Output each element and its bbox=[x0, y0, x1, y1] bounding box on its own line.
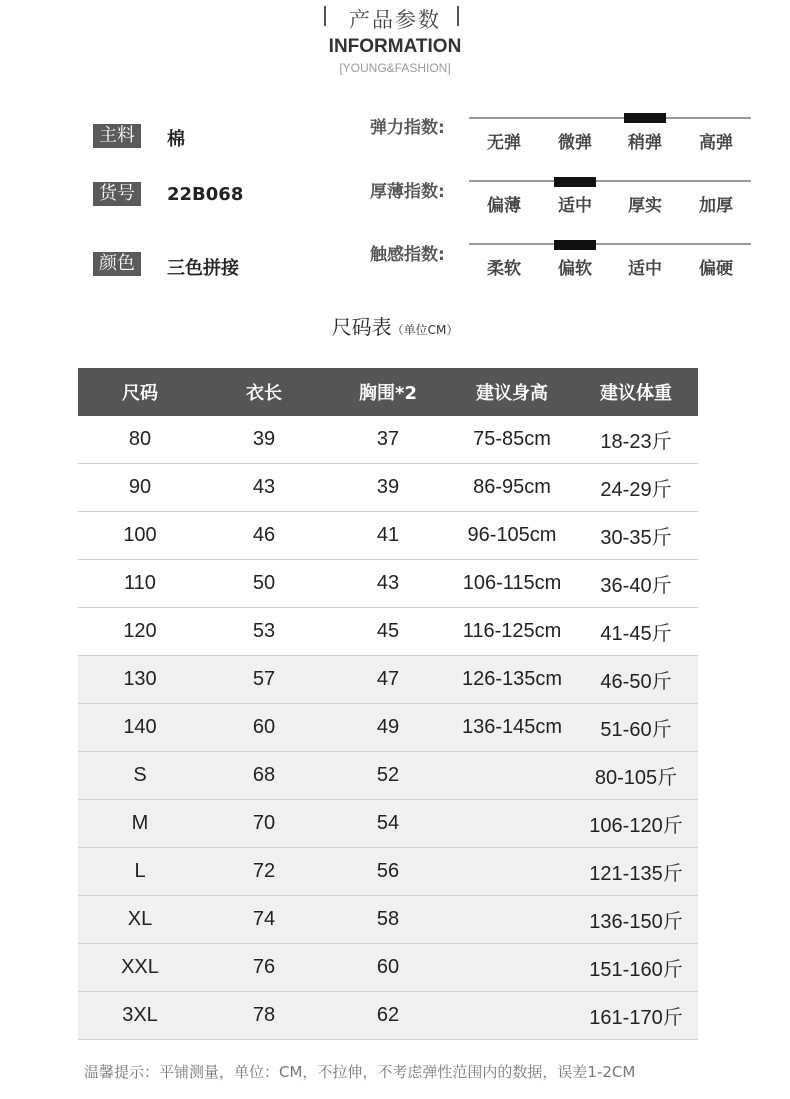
cell-weight: 18-23斤 bbox=[574, 416, 698, 464]
cell-weight: 41-45斤 bbox=[574, 608, 698, 656]
table-row bbox=[78, 896, 698, 944]
table-row bbox=[78, 752, 698, 800]
cell-height bbox=[450, 752, 574, 800]
elasticity-option: 稍弹 bbox=[628, 133, 662, 153]
thickness-option: 加厚 bbox=[699, 196, 733, 216]
size-table-title: 尺码表 bbox=[331, 315, 392, 339]
header-size: 尺码 bbox=[78, 368, 202, 416]
elasticity-option: 高弹 bbox=[699, 133, 733, 153]
header-height: 建议身高 bbox=[450, 368, 574, 416]
cell-chest: 43 bbox=[326, 560, 450, 608]
cell-length: 53 bbox=[202, 608, 326, 656]
cell-weight: 80-105斤 bbox=[574, 752, 698, 800]
cell-size: S bbox=[78, 752, 202, 800]
elasticity-index-label: 弹力指数: bbox=[370, 118, 445, 138]
color-value: 三色拼接 bbox=[167, 258, 239, 279]
color-tag: 颜色 bbox=[93, 252, 141, 276]
material-value: 棉 bbox=[167, 129, 185, 150]
touch-option: 适中 bbox=[628, 259, 662, 279]
cell-length: 57 bbox=[202, 656, 326, 704]
elasticity-option: 微弹 bbox=[558, 133, 592, 153]
cell-weight: 106-120斤 bbox=[574, 800, 698, 848]
elasticity-selected-marker bbox=[624, 113, 666, 123]
thickness-index-label: 厚薄指数: bbox=[370, 182, 445, 202]
cell-size: 120 bbox=[78, 608, 202, 656]
cell-chest: 52 bbox=[326, 752, 450, 800]
cell-weight: 121-135斤 bbox=[574, 848, 698, 896]
page-title-english: INFORMATION bbox=[328, 36, 462, 57]
cell-chest: 45 bbox=[326, 608, 450, 656]
thickness-option: 厚实 bbox=[628, 196, 662, 216]
touch-option: 偏硬 bbox=[699, 259, 733, 279]
cell-chest: 56 bbox=[326, 848, 450, 896]
cell-height: 106-115cm bbox=[450, 560, 574, 608]
cell-weight: 51-60斤 bbox=[574, 704, 698, 752]
cell-length: 78 bbox=[202, 992, 326, 1040]
cell-height bbox=[450, 944, 574, 992]
touch-option: 柔软 bbox=[487, 259, 521, 279]
cell-weight: 24-29斤 bbox=[574, 464, 698, 512]
cell-height bbox=[450, 848, 574, 896]
cell-height: 96-105cm bbox=[450, 512, 574, 560]
table-row bbox=[78, 848, 698, 896]
table-row bbox=[78, 704, 698, 752]
cell-length: 60 bbox=[202, 704, 326, 752]
material-tag: 主料 bbox=[93, 124, 141, 148]
cell-weight: 46-50斤 bbox=[574, 656, 698, 704]
cell-chest: 39 bbox=[326, 464, 450, 512]
cell-size: 110 bbox=[78, 560, 202, 608]
cell-height: 116-125cm bbox=[450, 608, 574, 656]
header-chest: 胸围*2 bbox=[326, 368, 450, 416]
table-row bbox=[78, 416, 698, 464]
elasticity-option: 无弹 bbox=[487, 133, 521, 153]
cell-length: 50 bbox=[202, 560, 326, 608]
cell-size: 140 bbox=[78, 704, 202, 752]
cell-size: 130 bbox=[78, 656, 202, 704]
cell-size: XL bbox=[78, 896, 202, 944]
cell-length: 72 bbox=[202, 848, 326, 896]
touch-option: 偏软 bbox=[558, 259, 592, 279]
cell-chest: 62 bbox=[326, 992, 450, 1040]
cell-size: 90 bbox=[78, 464, 202, 512]
cell-chest: 54 bbox=[326, 800, 450, 848]
cell-size: 3XL bbox=[78, 992, 202, 1040]
thickness-selected-marker bbox=[554, 177, 596, 187]
cell-chest: 41 bbox=[326, 512, 450, 560]
cell-chest: 47 bbox=[326, 656, 450, 704]
header-weight: 建议体重 bbox=[574, 368, 698, 416]
cell-weight: 30-35斤 bbox=[574, 512, 698, 560]
elasticity-scale-line bbox=[469, 117, 751, 119]
touch-selected-marker bbox=[554, 240, 596, 250]
item-number-tag: 货号 bbox=[93, 182, 141, 206]
cell-length: 74 bbox=[202, 896, 326, 944]
table-row bbox=[78, 608, 698, 656]
cell-height: 75-85cm bbox=[450, 416, 574, 464]
table-row bbox=[78, 800, 698, 848]
cell-chest: 58 bbox=[326, 896, 450, 944]
cell-weight: 36-40斤 bbox=[574, 560, 698, 608]
table-row bbox=[78, 656, 698, 704]
cell-chest: 60 bbox=[326, 944, 450, 992]
cell-size: 100 bbox=[78, 512, 202, 560]
cell-height: 86-95cm bbox=[450, 464, 574, 512]
header-length: 衣长 bbox=[202, 368, 326, 416]
table-row bbox=[78, 512, 698, 560]
cell-length: 43 bbox=[202, 464, 326, 512]
cell-length: 76 bbox=[202, 944, 326, 992]
measurement-note: 温馨提示：平铺测量，单位：CM，不拉伸，不考虑弹性范围内的数据，误差1-2CM bbox=[84, 1063, 636, 1081]
table-row bbox=[78, 464, 698, 512]
cell-chest: 37 bbox=[326, 416, 450, 464]
size-table bbox=[78, 368, 698, 1040]
cell-height: 136-145cm bbox=[450, 704, 574, 752]
table-row bbox=[78, 992, 698, 1040]
cell-height bbox=[450, 896, 574, 944]
thickness-scale-line bbox=[469, 180, 751, 182]
cell-length: 68 bbox=[202, 752, 326, 800]
cell-length: 39 bbox=[202, 416, 326, 464]
table-row bbox=[78, 944, 698, 992]
cell-size: 80 bbox=[78, 416, 202, 464]
cell-length: 46 bbox=[202, 512, 326, 560]
cell-chest: 49 bbox=[326, 704, 450, 752]
cell-size: L bbox=[78, 848, 202, 896]
cell-weight: 161-170斤 bbox=[574, 992, 698, 1040]
item-number-value: 22B068 bbox=[167, 184, 244, 205]
table-row bbox=[78, 560, 698, 608]
cell-weight: 136-150斤 bbox=[574, 896, 698, 944]
thickness-option: 偏薄 bbox=[487, 196, 521, 216]
cell-size: XXL bbox=[78, 944, 202, 992]
cell-size: M bbox=[78, 800, 202, 848]
touch-index-label: 触感指数: bbox=[370, 245, 445, 265]
page-subtitle: [YOUNG&FASHION] bbox=[339, 61, 451, 75]
thickness-option: 适中 bbox=[558, 196, 592, 216]
cell-weight: 151-160斤 bbox=[574, 944, 698, 992]
size-table-header-row bbox=[78, 368, 698, 416]
size-table-unit: （单位CM） bbox=[391, 323, 459, 337]
size-table-caption bbox=[0, 311, 790, 340]
page-title: 产品参数 bbox=[349, 8, 441, 32]
cell-height bbox=[450, 992, 574, 1040]
cell-height bbox=[450, 800, 574, 848]
touch-scale-line bbox=[469, 243, 751, 245]
cell-length: 70 bbox=[202, 800, 326, 848]
cell-height: 126-135cm bbox=[450, 656, 574, 704]
